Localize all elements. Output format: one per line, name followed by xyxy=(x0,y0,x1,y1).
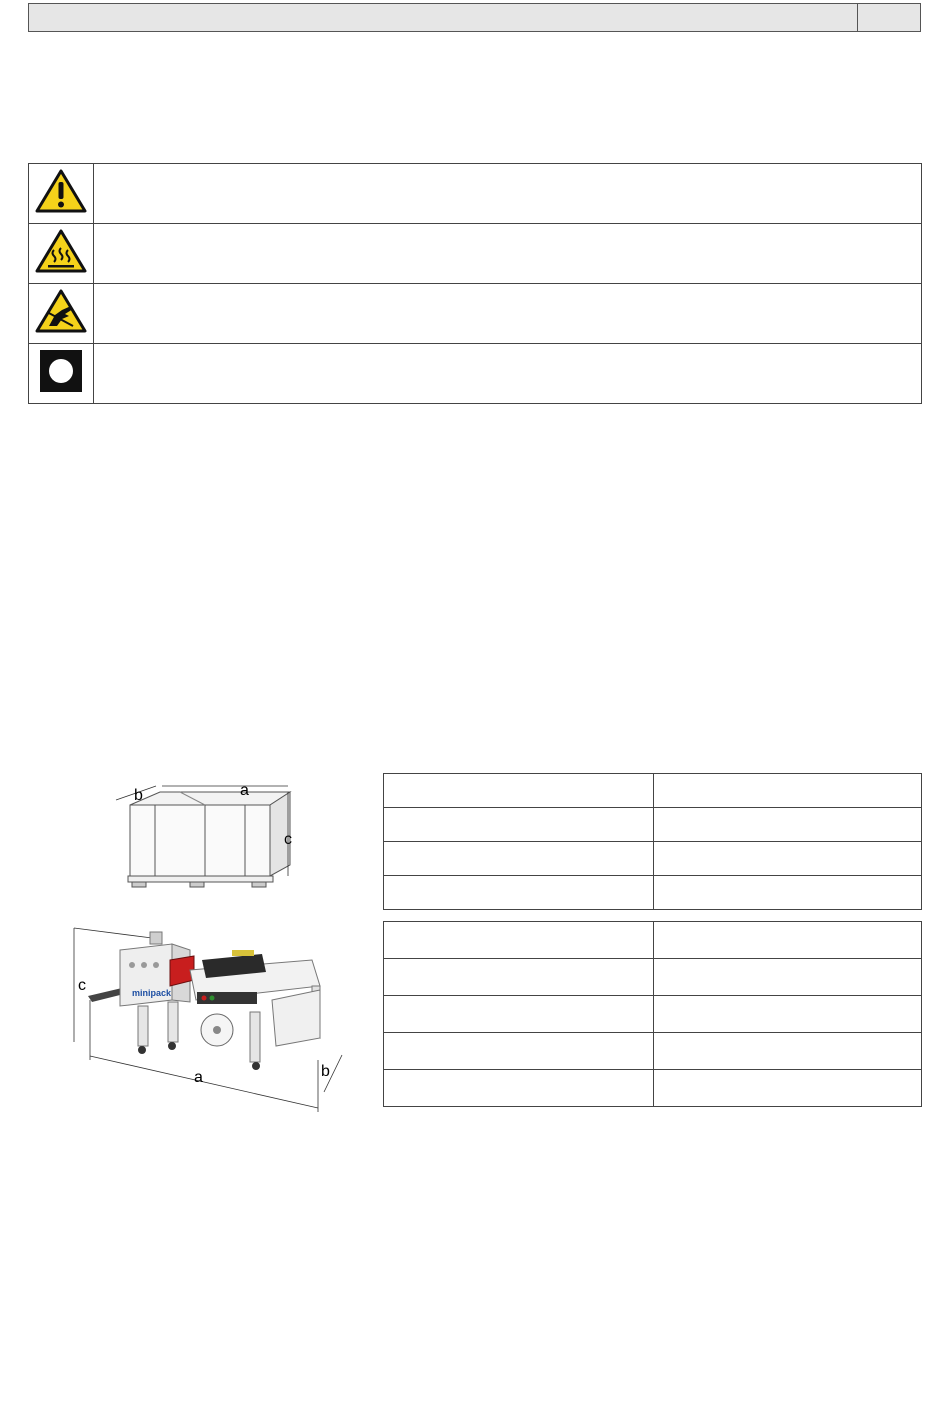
table-cell xyxy=(654,876,922,910)
table-cell xyxy=(654,996,922,1033)
table-cell xyxy=(384,876,654,910)
dimension-label-b: b xyxy=(321,1063,330,1080)
symbol-row xyxy=(29,284,922,344)
dimension-label-c: c xyxy=(78,977,86,994)
table-row xyxy=(384,876,922,910)
table-cell xyxy=(654,842,922,876)
mandatory-action-icon xyxy=(29,344,94,404)
table-row xyxy=(384,842,922,876)
dimension-label-c: c xyxy=(284,831,292,848)
symbol-description xyxy=(94,164,922,224)
machine-brand-label: minipack xyxy=(132,988,172,998)
table-cell xyxy=(384,842,654,876)
table-cell xyxy=(384,1033,654,1070)
table-cell xyxy=(654,1070,922,1107)
safety-symbols-table xyxy=(28,163,922,404)
table-cell xyxy=(654,959,922,996)
table-row xyxy=(384,996,922,1033)
table-row xyxy=(384,808,922,842)
table-cell xyxy=(654,922,922,959)
electrostatic-sensitive-icon xyxy=(29,284,94,344)
symbol-description xyxy=(94,284,922,344)
dimension-label-a: a xyxy=(240,782,249,799)
page-header xyxy=(28,3,921,32)
symbol-row xyxy=(29,224,922,284)
table-row xyxy=(384,1033,922,1070)
table-cell xyxy=(384,996,654,1033)
machine-dimensions-table xyxy=(383,921,922,1107)
dimension-label-a: a xyxy=(194,1069,203,1086)
table-cell xyxy=(654,1033,922,1070)
table-row xyxy=(384,1070,922,1107)
dimension-label-b: b xyxy=(134,787,143,804)
table-cell xyxy=(384,922,654,959)
table-cell xyxy=(384,808,654,842)
symbol-description xyxy=(94,224,922,284)
table-cell xyxy=(384,774,654,808)
packaging-illustration xyxy=(100,780,310,900)
header-divider xyxy=(857,4,858,31)
table-cell xyxy=(384,959,654,996)
table-row xyxy=(384,774,922,808)
packaging-dimensions-table xyxy=(383,773,922,910)
table-row xyxy=(384,959,922,996)
table-cell xyxy=(654,774,922,808)
machine-illustration xyxy=(62,920,362,1120)
table-cell xyxy=(384,1070,654,1107)
table-cell xyxy=(654,808,922,842)
symbol-row xyxy=(29,344,922,404)
general-warning-icon xyxy=(29,164,94,224)
hot-surface-icon xyxy=(29,224,94,284)
table-row xyxy=(384,922,922,959)
symbol-row xyxy=(29,164,922,224)
symbol-description xyxy=(94,344,922,404)
